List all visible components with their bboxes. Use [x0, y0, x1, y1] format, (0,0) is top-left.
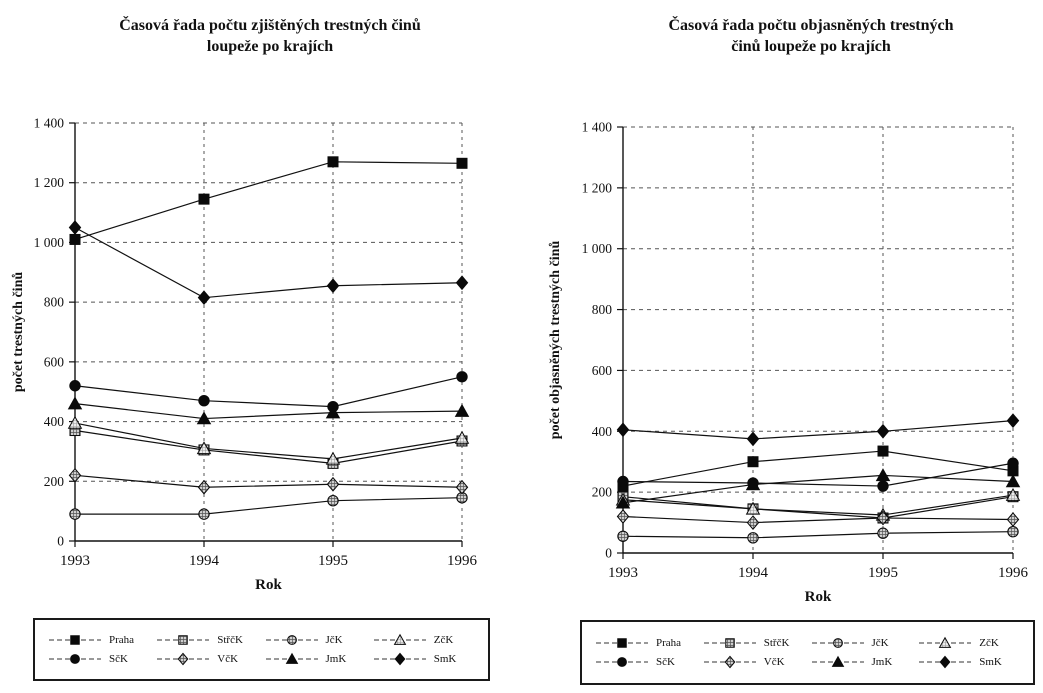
circle-solid-marker-icon: [878, 481, 888, 491]
legend-item-sčk: [47, 651, 155, 667]
diamond-hatch-marker-icon: [327, 478, 338, 491]
y-tick-label: 1 400: [581, 119, 612, 135]
triangle-light-marker-icon: [940, 638, 951, 648]
right-chart-legend: [580, 620, 1035, 685]
series-line: [623, 532, 1013, 538]
legend-label: ZčK: [979, 637, 999, 649]
series-line: [75, 498, 462, 514]
legend-item-zčk: [372, 632, 480, 648]
diamond-hatch-marker-icon: [456, 481, 467, 494]
diamond-solid-marker-icon: [940, 656, 950, 667]
x-axis-title: Rok: [255, 577, 282, 593]
series-line: [75, 162, 462, 240]
legend-item-praha: [47, 632, 155, 648]
diamond-solid-marker-icon: [617, 423, 628, 436]
y-tick-label: 800: [43, 294, 64, 310]
legend-line-sample: [917, 635, 973, 651]
legend-item-jmk: [810, 654, 918, 670]
y-tick-label: 800: [591, 302, 612, 318]
diamond-solid-marker-icon: [69, 221, 80, 234]
circle-solid-marker-icon: [70, 381, 80, 391]
left-chart-title-line2: loupeže po krajích: [206, 37, 334, 55]
legend-label: JčK: [325, 634, 343, 646]
left-chart-title-line1: Časová řada počtu zjištěných trestných činů: [119, 17, 421, 34]
triangle-solid-marker-icon: [832, 657, 843, 667]
triangle-solid-marker-icon: [877, 469, 890, 480]
square-solid-marker-icon: [328, 157, 338, 167]
right-chart-title: [586, 16, 1036, 58]
legend-label: SčK: [109, 653, 128, 665]
circle-hatch-marker-icon: [748, 533, 758, 543]
x-tick-label: 1995: [868, 565, 898, 581]
y-tick-label: 200: [43, 473, 64, 489]
legend-label: SčK: [656, 656, 675, 668]
y-tick-label: 0: [605, 545, 612, 561]
right-line-chart: [533, 95, 1043, 613]
y-tick-label: 0: [57, 533, 64, 549]
y-tick-label: 1 200: [581, 180, 612, 196]
square-hatch-marker-icon: [179, 636, 188, 645]
legend-label: JmK: [871, 656, 893, 668]
circle-hatch-marker-icon: [199, 509, 209, 519]
legend-label: ZčK: [433, 634, 454, 646]
triangle-light-marker-icon: [394, 635, 405, 645]
y-tick-label: 600: [591, 362, 612, 378]
legend-line-sample: [47, 632, 103, 648]
legend-item-jčk: [810, 635, 918, 651]
square-solid-marker-icon: [457, 158, 467, 168]
y-axis-title: počet trestných činů: [11, 271, 26, 393]
circle-solid-marker-icon: [457, 372, 467, 382]
triangle-light-marker-icon: [69, 417, 82, 428]
diamond-solid-marker-icon: [747, 432, 758, 445]
series-line: [75, 404, 462, 419]
legend-label: StřčK: [763, 637, 790, 649]
series-SmK: [617, 414, 1018, 445]
legend-item-včk: [155, 651, 263, 667]
legend-label: VčK: [763, 656, 785, 668]
diamond-hatch-marker-icon: [178, 653, 188, 664]
legend-label: Praha: [656, 637, 682, 649]
circle-hatch-marker-icon: [618, 531, 628, 541]
diamond-solid-marker-icon: [327, 279, 338, 292]
circle-solid-marker-icon: [1008, 458, 1018, 468]
diamond-solid-marker-icon: [877, 425, 888, 438]
series-line: [623, 475, 1013, 502]
y-tick-label: 1 400: [33, 115, 64, 131]
x-tick-label: 1993: [608, 565, 638, 581]
square-solid-marker-icon: [70, 234, 80, 244]
series-SčK: [70, 372, 467, 412]
square-solid-marker-icon: [878, 446, 888, 456]
legend-line-sample: [702, 654, 758, 670]
legend-line-sample: [155, 651, 211, 667]
diamond-hatch-marker-icon: [747, 516, 758, 529]
x-tick-label: 1996: [998, 565, 1028, 581]
legend-item-sčk: [594, 654, 702, 670]
legend-label: JčK: [871, 637, 889, 649]
series-JčK: [618, 527, 1018, 543]
legend-label: SmK: [433, 653, 457, 665]
left-chart-title: [55, 16, 485, 58]
y-tick-label: 400: [43, 414, 64, 430]
legend-line-sample: [810, 654, 866, 670]
series-SmK: [69, 221, 467, 304]
square-solid-marker-icon: [71, 636, 80, 645]
legend-line-sample: [47, 651, 103, 667]
legend-item-smk: [917, 654, 1025, 670]
series-JčK: [70, 493, 467, 520]
legend-line-sample: [155, 632, 211, 648]
legend-item-jčk: [264, 632, 372, 648]
legend-label: SmK: [979, 656, 1002, 668]
square-solid-marker-icon: [618, 639, 627, 648]
legend-line-sample: [264, 632, 320, 648]
circle-hatch-marker-icon: [1008, 527, 1018, 537]
circle-hatch-marker-icon: [833, 639, 842, 648]
square-solid-marker-icon: [748, 457, 758, 467]
series-line: [75, 377, 462, 407]
legend-label: StřčK: [217, 634, 243, 646]
series-line: [75, 228, 462, 298]
x-tick-label: 1995: [318, 553, 348, 569]
x-tick-label: 1993: [60, 553, 90, 569]
legend-item-střčk: [155, 632, 263, 648]
circle-solid-marker-icon: [618, 658, 627, 667]
series-line: [75, 423, 462, 459]
diamond-solid-marker-icon: [1007, 414, 1018, 427]
diamond-hatch-marker-icon: [725, 656, 735, 667]
circle-hatch-marker-icon: [878, 528, 888, 538]
circle-hatch-marker-icon: [328, 495, 338, 505]
x-tick-label: 1994: [738, 565, 768, 581]
legend-item-zčk: [917, 635, 1025, 651]
square-hatch-marker-icon: [726, 639, 735, 648]
circle-hatch-marker-icon: [287, 636, 296, 645]
circle-solid-marker-icon: [618, 476, 628, 486]
series-VčK: [617, 510, 1018, 529]
diamond-hatch-marker-icon: [1007, 513, 1018, 526]
legend-line-sample: [372, 632, 428, 648]
diamond-solid-marker-icon: [198, 291, 209, 304]
y-axis-title: počet objasněných trestných činů: [548, 240, 563, 440]
diamond-solid-marker-icon: [395, 653, 405, 664]
legend-line-sample: [264, 651, 320, 667]
left-chart-legend: [33, 618, 490, 681]
legend-line-sample: [810, 635, 866, 651]
legend-line-sample: [702, 635, 758, 651]
right-chart-title-line2: činů loupeže po krajích: [731, 37, 891, 55]
y-tick-label: 1 000: [33, 234, 64, 250]
triangle-solid-marker-icon: [286, 654, 297, 664]
right-chart-title-line1: Časová řada počtu objasněných trestných: [668, 17, 954, 34]
x-axis-title: Rok: [804, 589, 832, 605]
y-tick-label: 600: [43, 354, 64, 370]
triangle-solid-marker-icon: [69, 397, 82, 408]
legend-line-sample: [372, 651, 428, 667]
series-line: [623, 497, 1013, 518]
legend-item-praha: [594, 635, 702, 651]
y-tick-label: 400: [591, 423, 612, 439]
x-tick-label: 1996: [447, 553, 477, 569]
series-line: [623, 516, 1013, 522]
y-tick-label: 1 000: [581, 241, 612, 257]
circle-hatch-marker-icon: [70, 509, 80, 519]
circle-solid-marker-icon: [199, 395, 209, 405]
series-JmK: [69, 397, 469, 423]
series-ZčK: [617, 489, 1020, 520]
diamond-hatch-marker-icon: [617, 510, 628, 523]
y-tick-label: 200: [591, 484, 612, 500]
legend-item-smk: [372, 651, 480, 667]
square-solid-marker-icon: [199, 194, 209, 204]
series-Praha: [70, 157, 467, 245]
legend-line-sample: [917, 654, 973, 670]
legend-line-sample: [594, 635, 650, 651]
y-tick-label: 1 200: [33, 175, 64, 191]
diamond-hatch-marker-icon: [198, 481, 209, 494]
diamond-solid-marker-icon: [456, 276, 467, 289]
legend-item-jmk: [264, 651, 372, 667]
diamond-hatch-marker-icon: [69, 469, 80, 482]
legend-label: Praha: [109, 634, 135, 646]
series-line: [623, 495, 1013, 515]
series-line: [623, 421, 1013, 439]
x-tick-label: 1994: [189, 553, 219, 569]
left-line-chart: [0, 95, 510, 610]
legend-item-včk: [702, 654, 810, 670]
legend-label: VčK: [217, 653, 239, 665]
circle-solid-marker-icon: [71, 655, 80, 664]
legend-item-střčk: [702, 635, 810, 651]
series-line: [623, 451, 1013, 486]
legend-line-sample: [594, 654, 650, 670]
legend-label: JmK: [325, 653, 347, 665]
